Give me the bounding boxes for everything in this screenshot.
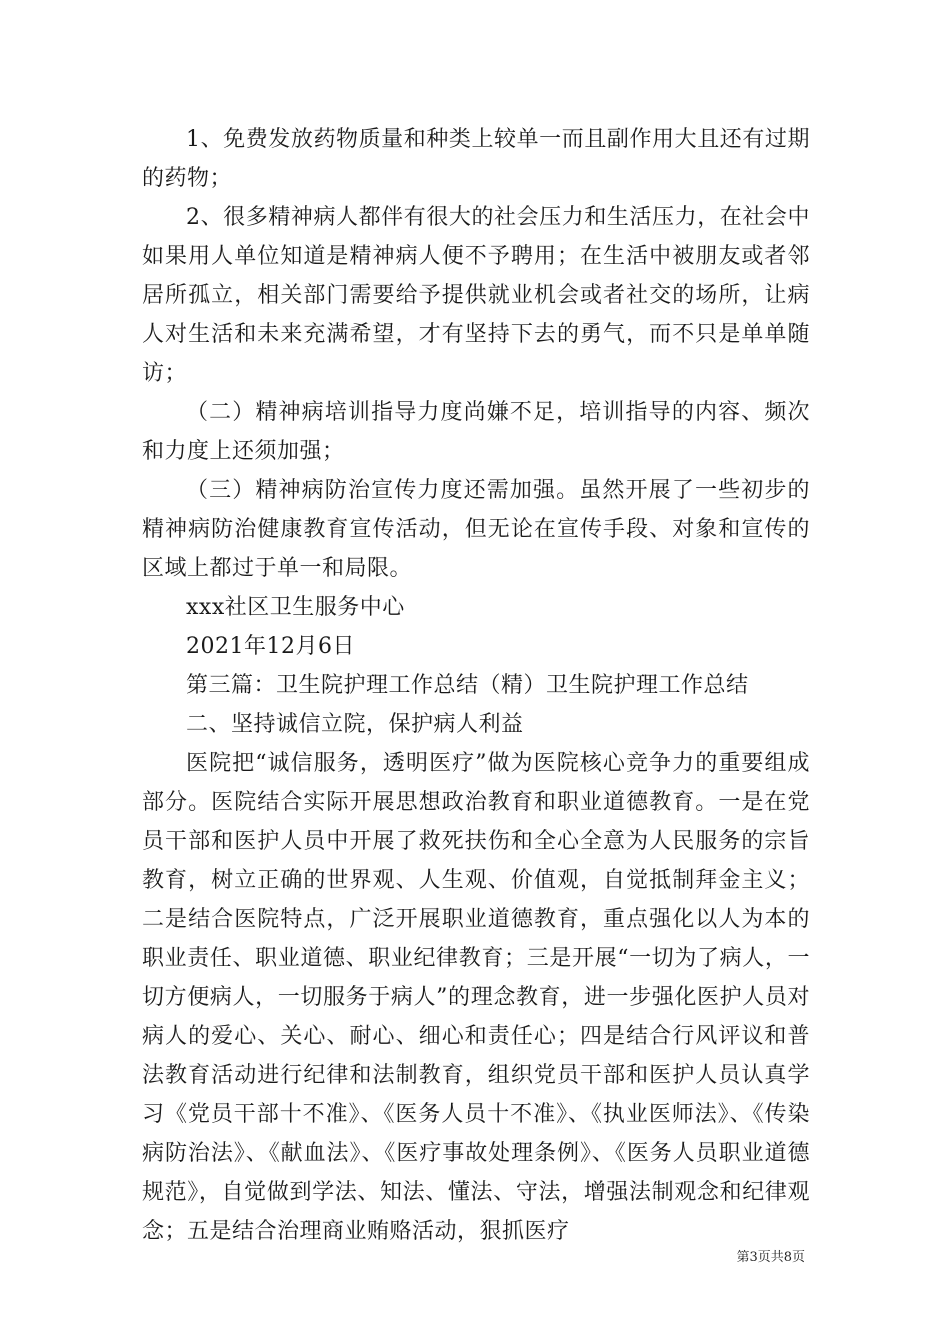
section-heading: 二、坚持诚信立院，保护病人利益 (186, 712, 524, 737)
signature-organization: xxx社区卫生服务中心 (186, 595, 405, 620)
paragraph-section-3: （三）精神病防治宣传力度还需加强。虽然开展了一些初步的精神病防治健康教育宣传活动，但无论在宣传手段、对象和宣传的区域上都过于单一和局限。 (142, 478, 810, 581)
page-number: 第3页共8页 (736, 1250, 805, 1265)
body-paragraph: 医院把“诚信服务，透明医疗”做为医院核心竞争力的重要组成部分。医院结合实际开展思想政治教育和职业道德教育。一是在党员干部和医护人员中开展了救死扶伤和全心全意为人民服务的宗旨教育，树立正确的世界观、人生观、价值观，自觉抵制拜金主义；二是结合医院特点，广泛开展职业道德教育，重点强化以人为本的职业责任、职业道德、职业纪律教育；三是开展“一切为了病人，一切方便病人，一切服务于病人”的理念教育，进一步强化医护人员对病人的爱心、关心、耐心、细心和责任心；四是结合行风评议和普法教育活动进行纪律和法制教育，组织党员干部和医护人员认真学习《党员干部十不准》、《医务人员十不准》、《执业医师法》、《传染病防治法》、《献血法》、《医疗事故处理条例》、《医务人员职业道德规范》，自觉做到学法、知法、懂法、守法，增强法制观念和纪律观念；五是结合治理商业贿赂活动，狠抓医疗 (142, 751, 810, 1244)
paragraph-section-2: （二）精神病培训指导力度尚嫌不足，培训指导的内容、频次和力度上还须加强； (142, 400, 810, 464)
signature-date: 2021年12月6日 (186, 634, 355, 659)
chapter-title: 第三篇：卫生院护理工作总结（精）卫生院护理工作总结 (186, 673, 749, 698)
document-body (142, 120, 810, 1251)
paragraph-item-2: 2、很多精神病人都伴有很大的社会压力和生活压力，在社会中如果用人单位知道是精神病人便不予聘用；在生活中被朋友或者邻居所孤立，相关部门需要给予提供就业机会或者社交的场所，让病人对生活和未来充满希望，才有坚持下去的勇气，而不只是单单随访； (142, 205, 810, 386)
paragraph-item-1: 1、免费发放药物质量和种类上较单一而且副作用大且还有过期的药物； (142, 127, 810, 191)
